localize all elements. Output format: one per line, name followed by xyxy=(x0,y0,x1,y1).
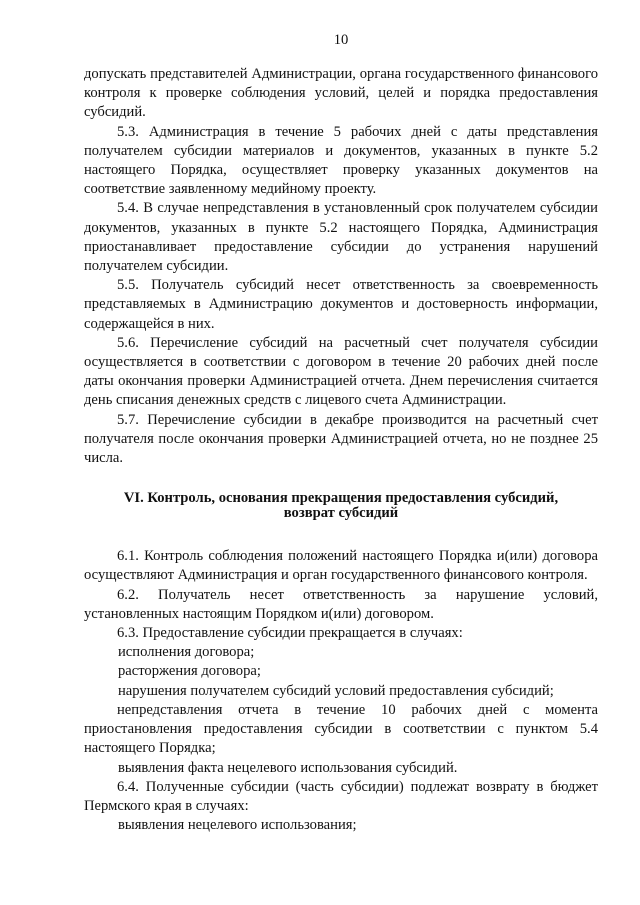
paragraph-6-1: 6.1. Контроль соблюдения положений настоящего Порядка и(или) договора осуществляют Администрация и орган государственного финансового контроля. xyxy=(84,548,598,584)
page-number: 10 xyxy=(333,32,349,48)
paragraph-5-6: 5.6. Перечисление субсидий на расчетный счет получателя субсидии осуществляется в соответствии с договором в течение 20 рабочих дней после даты окончания проверки Администрацией отчета. Днем перечисления считается день списания денежных средств с лицевого счета Администрации. xyxy=(84,334,598,409)
section-heading-line-2: возврат субсидий xyxy=(283,505,399,522)
section-heading xyxy=(84,491,598,521)
list-item-contract-execution: исполнения договора; xyxy=(118,644,255,661)
list-item-misuse-detection: выявления нецелевого использования; xyxy=(118,817,357,834)
paragraph-6-3: 6.3. Предоставление субсидии прекращается в случаях: xyxy=(117,625,463,642)
list-item-conditions-violation: нарушения получателем субсидий условий предоставления субсидий; xyxy=(118,682,554,699)
paragraph-5-4: 5.4. В случае непредставления в установленный срок получателем субсидии документов, указанных в пункте 5.2 настоящего Порядка, Администрация приостанавливает предоставление субсидии до устранения нарушений получателем субсидии. xyxy=(84,200,598,275)
paragraph-5-5: 5.5. Получатель субсидий несет ответственность за своевременность представляемых в Администрацию документов и достоверность информации, содержащейся в них. xyxy=(84,277,598,332)
list-item-misuse-fact: выявления факта нецелевого использования субсидий. xyxy=(118,759,458,776)
paragraph-continuation: допускать представителей Администрации, органа государственного финансового контроля к проверке соблюдения условий, целей и порядка предоставления субсидий. xyxy=(84,66,598,121)
paragraph-5-3: 5.3. Администрация в течение 5 рабочих дней с даты представления получателем субсидии материалов и документов, указанных в пункте 5.2 настоящего Порядка, осуществляет проверку указанных документов на соответствие заявленному медийному проекту. xyxy=(84,123,598,198)
section-heading-line-1: VI. Контроль, основания прекращения предоставления субсидий, xyxy=(123,490,559,507)
list-item-report-not-submitted: непредставления отчета в течение 10 рабочих дней с момента приостановления предоставления субсидии в соответствии с пунктом 5.4 настоящего Порядка; xyxy=(84,701,598,757)
document-page xyxy=(84,30,598,835)
list-item-contract-termination: расторжения договора; xyxy=(118,663,261,680)
paragraph-6-4: 6.4. Полученные субсидии (часть субсидии) подлежат возврату в бюджет Пермского края в случаях: xyxy=(84,778,598,814)
paragraph-5-7: 5.7. Перечисление субсидии в декабре производится на расчетный счет получателя после окончания проверки Администрацией отчета, но не позднее 25 числа. xyxy=(84,411,598,467)
paragraph-6-2: 6.2. Получатель несет ответственность за нарушение условий, установленных настоящим Порядком и(или) договором. xyxy=(84,586,598,622)
